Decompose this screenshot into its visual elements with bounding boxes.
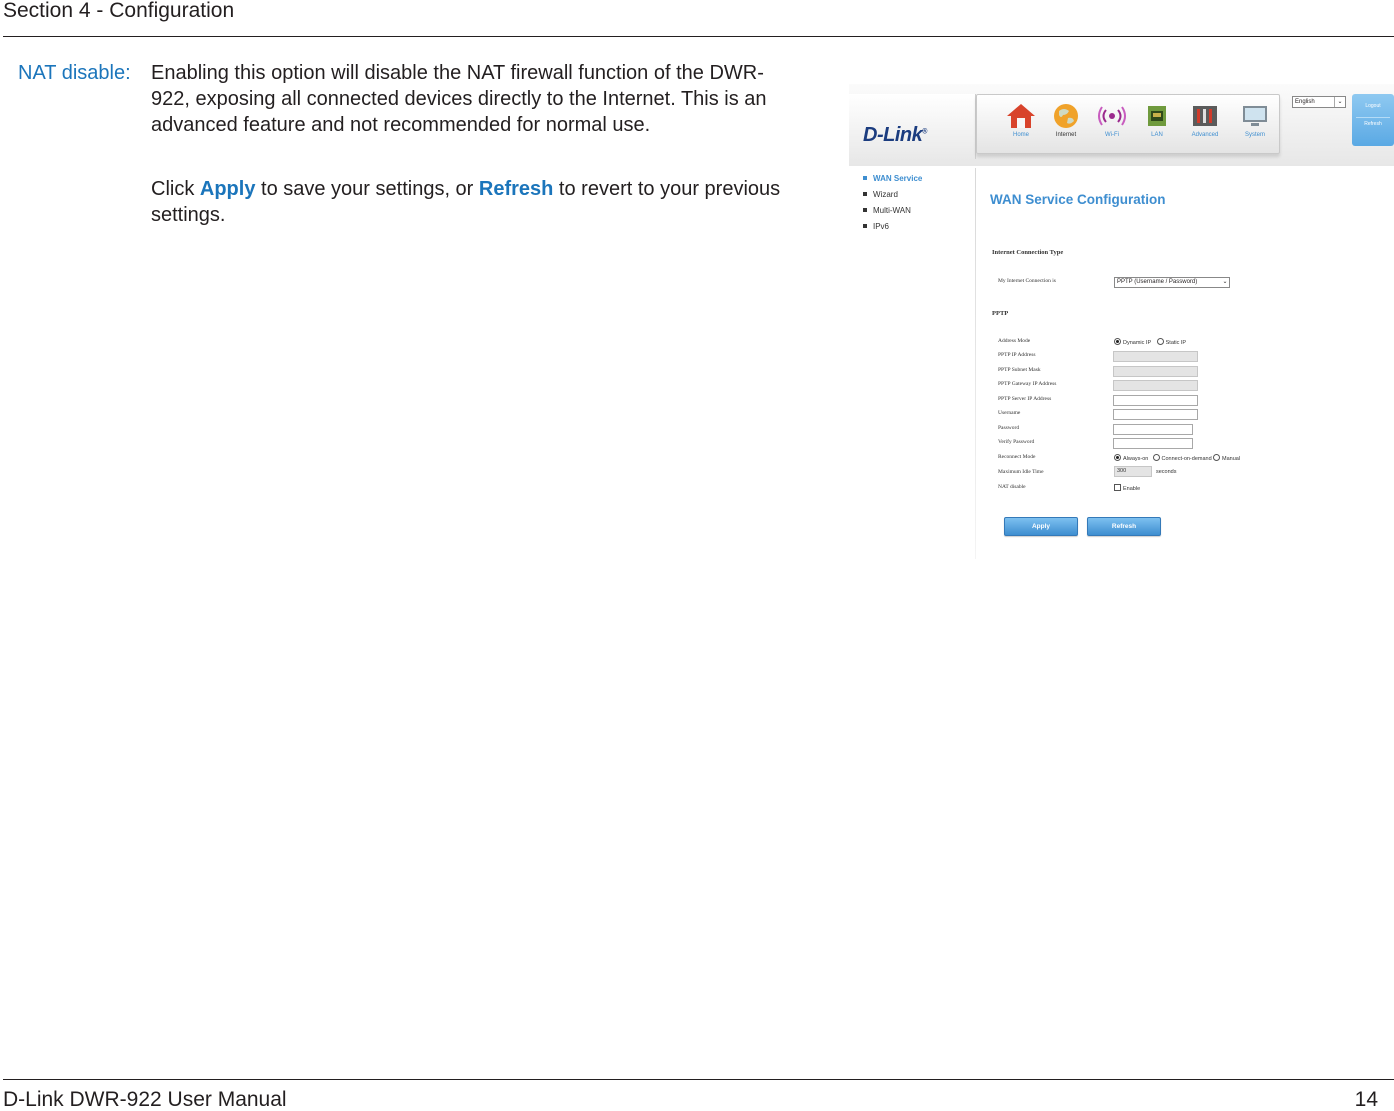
pptp-gateway-label: PPTP Gateway IP Address	[998, 381, 1057, 387]
password-label: Password	[998, 425, 1020, 431]
refresh-button[interactable]: Refresh	[1087, 517, 1161, 536]
chevron-down-icon: ⌄	[1334, 97, 1345, 107]
nav-lan-label: LAN	[1151, 132, 1163, 138]
section-title: Section 4 - Configuration	[3, 0, 235, 22]
nav-advanced-label: Advanced	[1191, 132, 1219, 138]
pptp-subnet-label: PPTP Subnet Mask	[998, 367, 1041, 373]
pptp-gateway-field[interactable]	[1113, 380, 1198, 391]
apply-keyword: Apply	[199, 178, 256, 200]
nat-enable-checkbox[interactable]	[1114, 484, 1121, 491]
pptp-ip-label: PPTP IP Address	[998, 352, 1036, 358]
description-block	[151, 60, 801, 228]
instruction-post: to revert to your previous settings.	[151, 178, 781, 226]
monitor-icon	[1240, 103, 1270, 129]
footer-rule	[3, 1079, 1394, 1080]
nav-internet[interactable]	[1044, 95, 1088, 153]
logout-button[interactable]: Logout	[1365, 103, 1381, 109]
manual-label: Manual	[1222, 456, 1241, 462]
manual-radio[interactable]	[1213, 454, 1220, 461]
chevron-down-icon: ⌄	[1222, 279, 1228, 285]
verify-password-label: Verify Password	[998, 439, 1035, 445]
language-select[interactable]	[1292, 96, 1346, 108]
menu-item-label: IPv6	[873, 222, 890, 231]
address-mode-label: Address Mode	[998, 338, 1031, 344]
instruction-pre: Click	[151, 178, 200, 200]
bullet-icon	[863, 224, 867, 228]
term-label: NAT disable:	[18, 62, 131, 84]
header-rule	[3, 36, 1394, 37]
dynamic-ip-label: Dynamic IP	[1123, 340, 1152, 346]
logo-panel	[849, 94, 976, 159]
account-divider	[1356, 117, 1390, 118]
bullet-icon	[863, 208, 867, 212]
instruction-text	[151, 176, 801, 228]
reconnect-mode-options	[1114, 454, 1240, 462]
username-field[interactable]	[1113, 409, 1198, 420]
tools-icon	[1190, 103, 1220, 129]
pptp-ip-field[interactable]	[1113, 351, 1198, 362]
static-ip-label: Static IP	[1165, 340, 1187, 346]
on-demand-radio[interactable]	[1153, 454, 1160, 461]
nav-system[interactable]	[1233, 95, 1277, 153]
refresh-keyword: Refresh	[478, 178, 554, 200]
menu-item-label: WAN Service	[873, 174, 923, 183]
nav-advanced[interactable]	[1183, 95, 1227, 153]
menu-item-label: Multi-WAN	[873, 206, 911, 215]
nav-internet-label: Internet	[1055, 132, 1077, 138]
max-idle-label: Maximum Idle Time	[998, 469, 1044, 475]
router-screenshot	[849, 84, 1394, 559]
dlink-logo: D-Link®	[863, 124, 927, 146]
page-number: 14	[1354, 1088, 1378, 1111]
menu-item-wan-service[interactable]	[863, 174, 922, 183]
on-demand-label: Connect-on-demand	[1161, 456, 1212, 462]
menu-item-wizard[interactable]	[863, 190, 898, 199]
always-on-radio[interactable]	[1114, 454, 1121, 461]
pptp-subnet-field[interactable]	[1113, 366, 1198, 377]
nav-lan[interactable]	[1135, 95, 1179, 153]
nav-wifi-label: Wi-Fi	[1105, 132, 1119, 138]
bullet-icon	[863, 176, 867, 180]
account-buttons	[1352, 94, 1394, 146]
verify-password-field[interactable]	[1113, 438, 1193, 449]
connection-type-select[interactable]	[1114, 277, 1230, 288]
description-text: Enabling this option will disable the NAT firewall function of the DWR-922, exposing all connected devices directly to the Internet. This is an advanced feature and not recommended for normal use.	[151, 62, 767, 136]
wifi-icon	[1097, 103, 1127, 129]
enable-label: Enable	[1123, 486, 1141, 492]
max-idle-controls	[1114, 466, 1177, 477]
reconnect-mode-label: Reconnect Mode	[998, 454, 1036, 460]
pptp-server-label: PPTP Server IP Address	[998, 396, 1052, 402]
static-ip-radio[interactable]	[1157, 338, 1164, 345]
pptp-server-field[interactable]	[1113, 395, 1198, 406]
nav-home[interactable]	[999, 95, 1043, 153]
connection-label: My Internet Connection is	[998, 278, 1056, 284]
menu-item-label: Wizard	[873, 190, 898, 199]
menu-item-ipv6[interactable]	[863, 222, 889, 231]
apply-button[interactable]: Apply	[1004, 517, 1078, 536]
refresh-top-button[interactable]: Refresh	[1364, 121, 1382, 127]
top-nav	[976, 94, 1280, 154]
manual-title: D-Link DWR-922 User Manual	[3, 1088, 287, 1111]
lan-port-icon	[1142, 103, 1172, 129]
nav-wifi[interactable]	[1090, 95, 1134, 153]
nat-disable-label: NAT disable	[998, 484, 1026, 490]
home-icon	[1006, 103, 1036, 129]
language-value: English	[1295, 99, 1315, 105]
seconds-label: seconds	[1156, 468, 1177, 475]
page-title: WAN Service Configuration	[990, 192, 1166, 207]
address-mode-options	[1114, 338, 1186, 346]
password-field[interactable]	[1113, 424, 1193, 435]
nat-disable-control	[1114, 484, 1140, 492]
globe-icon	[1051, 103, 1081, 129]
instruction-mid: to save your settings, or	[255, 178, 479, 200]
nav-system-label: System	[1244, 132, 1265, 138]
menu-item-multi-wan[interactable]	[863, 206, 911, 215]
username-label: Username	[998, 410, 1021, 416]
idle-time-field[interactable]: 300	[1114, 466, 1152, 477]
bullet-icon	[863, 192, 867, 196]
dynamic-ip-radio[interactable]	[1114, 338, 1121, 345]
connection-type-heading: Internet Connection Type	[992, 249, 1064, 256]
wan-config-panel	[976, 168, 1394, 559]
nav-home-label: Home	[1012, 132, 1029, 138]
connection-type-value: PPTP (Username / Password)	[1117, 279, 1198, 285]
pptp-heading: PPTP	[992, 310, 1009, 317]
always-on-label: Always-on	[1123, 456, 1149, 462]
